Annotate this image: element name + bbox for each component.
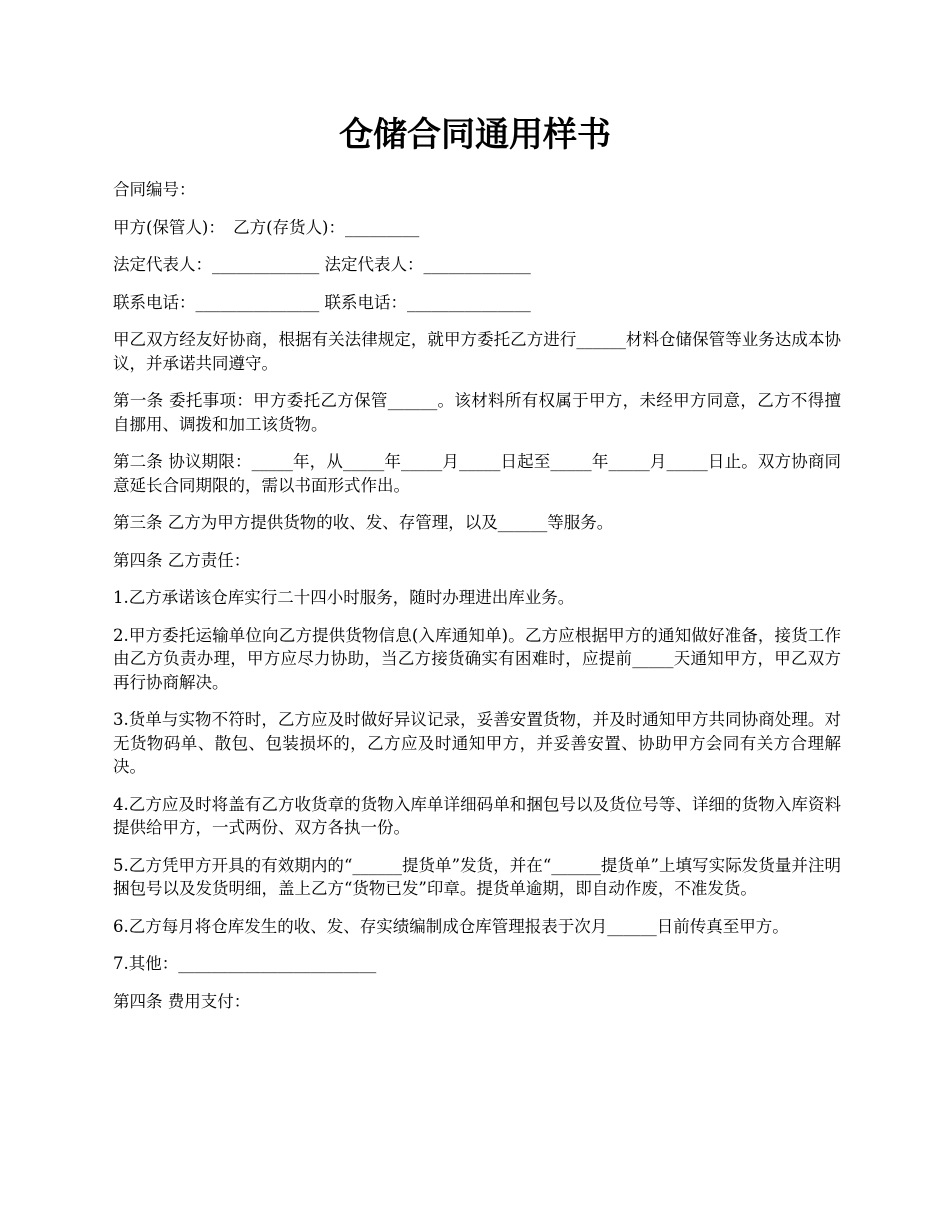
clause-4-paragraph: 4.乙方应及时将盖有乙方收货章的货物入库单详细码单和捆包号以及货位号等、详细的货物入库资料提供给甲方，一式两份、双方各执一份。	[113, 794, 841, 837]
clause-2-paragraph: 2.甲方委托运输单位向乙方提供货物信息(入库通知单)。乙方应根据甲方的通知做好准备，接货工作由乙方负责办理，甲方应尽力协助，当乙方接货确实有困难时，应提前_____天通知甲方，甲乙双方再行协商解决。	[113, 625, 841, 692]
contact-phone-line: 联系电话：_______________ 联系电话：_______________	[113, 292, 531, 312]
contract-number-line: 合同编号：	[113, 180, 196, 199]
clause-6-paragraph: 6.乙方每月将仓库发生的收、发、存实绩编制成仓库管理报表于次月______日前传真至甲方。	[113, 916, 789, 936]
document-title: 仓储合同通用样书	[339, 115, 611, 155]
preamble-paragraph: 甲乙双方经友好协商，根据有关法律规定，就甲方委托乙方进行______材料仓储保管等业务达成本协议，并承诺共同遵守。	[113, 330, 841, 373]
clause-5-paragraph: 5.乙方凭甲方开具的有效期内的“______提货单”发货，并在“______提货单”上填写实际发货量并注明捆包号以及发货明细，盖上乙方“货物已发”印章。提货单逾期，即自动作废，不准发货。	[113, 855, 841, 898]
legal-representative-line: 法定代表人：_____________ 法定代表人：_____________	[113, 255, 531, 274]
article-3-paragraph: 第三条 乙方为甲方提供货物的收、发、存管理，以及______等服务。	[113, 513, 614, 532]
clause-1-paragraph: 1.乙方承诺该仓库实行二十四小时服务，随时办理进出库业务。	[113, 588, 575, 607]
article-1-paragraph: 第一条 委托事项：甲方委托乙方保管______。该材料所有权属于甲方，未经甲方同意，乙方不得擅自挪用、调拨和加工该货物。	[113, 391, 841, 434]
clause-7-paragraph: 7.其他：________________________	[113, 954, 377, 973]
parties-line: 甲方(保管人)： 乙方(存货人)：_________	[113, 217, 420, 237]
article-2-paragraph: 第二条 协议期限：_____年，从_____年_____月_____日起至_____年_____月_____日止。双方协商同意延长合同期限的，需以书面形式作出。	[113, 452, 841, 495]
clause-3-paragraph: 3.货单与实物不符时，乙方应及时做好异议记录，妥善安置货物，并及时通知甲方共同协商处理。对无货物码单、散包、包装损坏的，乙方应及时通知甲方，并妥善安置、协助甲方会同有关方合理解决。	[113, 710, 841, 776]
article-4-heading: 第四条 乙方责任：	[113, 550, 251, 570]
document-body	[113, 178, 841, 1027]
fee-payment-heading: 第四条 费用支付：	[113, 991, 251, 1011]
